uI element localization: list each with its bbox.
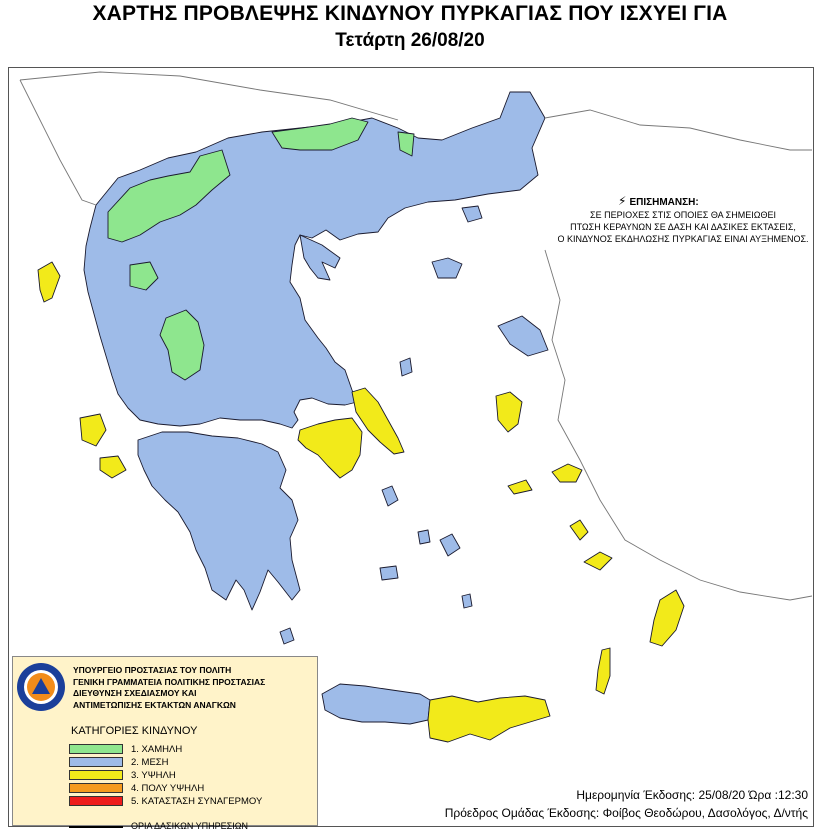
team-president: Πρόεδρος Ομάδας Έκδοσης: Φοίβος Θεοδώρου, Δασολόγος, Δ/ντής <box>444 806 808 820</box>
agency-line: ΓΕΝΙΚΗ ΓΡΑΜΜΑΤΕΙΑ ΠΟΛΙΤΙΚΗΣ ΠΡΟΣΤΑΣΙΑΣ <box>73 676 266 687</box>
note-line-1: ΣΕ ΠΕΡΙΟΧΕΣ ΣΤΙΣ ΟΠΟΙΕΣ ΘΑ ΣΗΜΕΙΩΘΕΙ <box>590 210 776 220</box>
lesvos-island <box>498 316 548 356</box>
corfu-island <box>38 262 60 302</box>
legend-label: 3. ΥΨΗΛΗ <box>131 770 176 781</box>
rhodes-island <box>650 590 684 646</box>
agency-line: ΥΠΟΥΡΓΕΙΟ ΠΡΟΣΤΑΣΙΑΣ ΤΟΥ ΠΟΛΙΤΗ <box>73 665 232 675</box>
lightning-icon: ⚡ <box>618 194 627 208</box>
legend-label: 4. ΠΟΛΥ ΥΨΗΛΗ <box>131 783 205 794</box>
naxos-island <box>440 534 460 556</box>
turkey-coastline <box>545 110 812 600</box>
legend-label: 5. ΚΑΤΑΣΤΑΣΗ ΣΥΝΑΓΕΡΜΟΥ <box>131 796 263 807</box>
legend-item-medium <box>69 757 169 769</box>
agency-text <box>73 665 313 711</box>
milos-island <box>380 566 398 580</box>
chalkidiki <box>300 235 340 280</box>
karpathos-island <box>596 648 610 694</box>
forest-service-boundary-key <box>69 821 248 831</box>
paros-island <box>418 530 430 544</box>
map-date: Τετάρτη 26/08/20 <box>335 30 485 51</box>
legend-item-very-high <box>69 783 204 795</box>
lemnos-island <box>432 258 462 278</box>
legend-item-high <box>69 770 176 782</box>
legend-label: 1. ΧΑΜΗΛΗ <box>131 744 183 755</box>
note-heading: ΕΠΙΣΗΜΑΝΣΗ: <box>629 197 699 208</box>
civil-protection-emblem <box>17 663 65 711</box>
attica-region <box>298 418 362 478</box>
crete-west <box>322 684 430 724</box>
legend-item-alarm <box>69 796 262 808</box>
crete-east <box>428 696 550 742</box>
note-line-2: ΠΤΩΣΗ ΚΕΡΑΥΝΩΝ ΣΕ ΔΑΣΗ ΚΑΙ ΔΑΣΙΚΕΣ ΕΚΤΑΣΕΙΣ, <box>570 222 796 232</box>
samos-island <box>552 464 582 482</box>
swatch-medium <box>69 757 123 767</box>
skyros-island <box>400 358 412 376</box>
legend-label: 2. ΜΕΣΗ <box>131 757 169 768</box>
lightning-note <box>548 195 818 245</box>
swatch-very-high <box>69 783 123 793</box>
chios-island <box>496 392 522 432</box>
kefalonia-island <box>80 414 106 446</box>
thasos-island <box>462 206 482 222</box>
andros-island <box>382 486 398 506</box>
swatch-low <box>69 744 123 754</box>
swatch-alarm <box>69 796 123 806</box>
agency-line: ΑΝΤΙΜΕΤΩΠΙΣΗΣ ΕΚΤΑΚΤΩΝ ΑΝΑΓΚΩΝ <box>73 699 236 710</box>
kythira-island <box>280 628 294 644</box>
legend-item-low <box>69 744 182 756</box>
peloponnese-region <box>138 432 300 610</box>
swatch-high <box>69 770 123 780</box>
zakynthos-island <box>100 456 126 478</box>
legend-box <box>12 656 318 831</box>
issue-date: Ημερομηνία Έκδοσης: 25/08/20 Ώρα :12:30 <box>576 788 808 802</box>
map-title: ΧΑΡΤΗΣ ΠΡΟΒΛΕΨΗΣ ΚΙΝΔΥΝΟΥ ΠΥΡΚΑΓΙΑΣ ΠΟΥ ΙΣΧΥΕΙ ΓΙΑ <box>92 2 728 25</box>
note-line-3: Ο ΚΙΝΔΥΝΟΣ ΕΚΔΗΛΩΣΗΣ ΠΥΡΚΑΓΙΑΣ ΕΙΝΑΙ ΑΥΞΗΜΕΝΟΣ. <box>557 234 809 244</box>
risk-categories-title: ΚΑΤΗΓΟΡΙΕΣ ΚΙΝΔΥΝΟΥ <box>71 725 198 737</box>
kalymnos-island <box>570 520 588 540</box>
agency-line: ΔΙΕΥΘΥΝΣΗ ΣΧΕΔΙΑΣΜΟΥ ΚΑΙ <box>73 688 197 698</box>
kos-island <box>584 552 612 570</box>
ikaria-island <box>508 480 532 494</box>
boundary-label: ΟΡΙΑ ΔΑΣΙΚΩΝ ΥΠΗΡΕΣΙΩΝ <box>131 821 248 831</box>
santorini-island <box>462 594 472 608</box>
